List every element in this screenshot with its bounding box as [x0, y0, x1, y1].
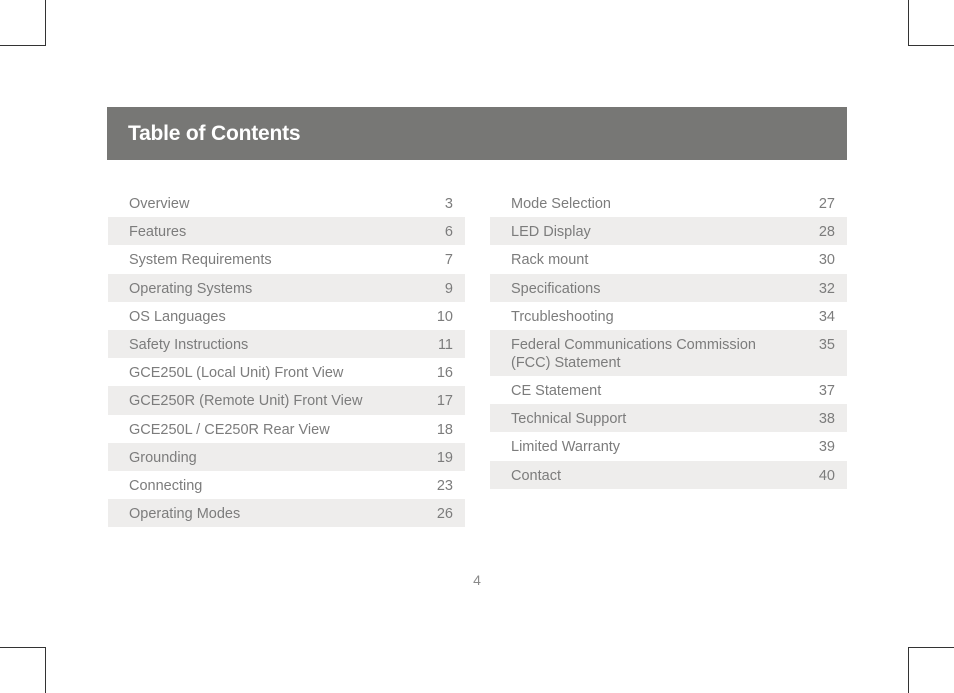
toc-entry[interactable] — [108, 245, 465, 273]
toc-entry[interactable] — [490, 404, 847, 432]
toc-entry-page: 7 — [444, 252, 453, 269]
toc-entry[interactable] — [490, 330, 847, 376]
toc-entry-page: 40 — [818, 467, 835, 484]
toc-entry-page: 28 — [818, 224, 835, 241]
toc-entry-page: 9 — [444, 280, 453, 297]
toc-entry-page: 10 — [436, 308, 453, 325]
toc-entry-label: Rack mount — [511, 252, 589, 269]
toc-entry-page: 34 — [818, 308, 835, 325]
toc-entry[interactable] — [108, 302, 465, 330]
toc-entry[interactable] — [490, 302, 847, 330]
toc-entry[interactable] — [108, 499, 465, 527]
toc-entry-label: Features — [129, 224, 187, 241]
toc-entry-page: 3 — [444, 196, 453, 212]
toc-entry-page: 23 — [436, 477, 453, 494]
toc-entry[interactable] — [108, 386, 465, 414]
toc-entry[interactable] — [108, 443, 465, 471]
toc-entry[interactable] — [108, 471, 465, 499]
toc-entry[interactable] — [490, 245, 847, 273]
toc-entry[interactable] — [490, 274, 847, 302]
toc-entry-label: Specifications — [511, 280, 601, 297]
toc-entry-label: Technical Support — [511, 411, 627, 428]
page-title: Table of Contents — [128, 122, 301, 145]
crop-mark-bottom-right — [908, 647, 954, 693]
toc-entry-page: 16 — [436, 365, 453, 382]
toc-entry-page: 18 — [436, 421, 453, 438]
toc-entry-label: GCE250L / CE250R Rear View — [129, 421, 330, 438]
toc-entry[interactable] — [490, 189, 847, 217]
toc-entry-label: Federal Communications Commission (FCC) Statement — [511, 336, 756, 371]
toc-entry-label: Operating Modes — [129, 506, 241, 523]
toc-entry-label: GCE250R (Remote Unit) Front View — [129, 393, 363, 410]
toc-entry-label: GCE250L (Local Unit) Front View — [129, 365, 344, 382]
toc-entry-label: Safety Instructions — [129, 336, 249, 353]
toc-entry[interactable] — [490, 432, 847, 460]
toc-column-left — [108, 189, 465, 527]
toc-entry-page: 11 — [437, 336, 453, 353]
toc-entry[interactable] — [108, 415, 465, 443]
toc-column-right — [490, 189, 847, 489]
toc-entry-page: 39 — [818, 439, 835, 456]
crop-mark-top-right — [908, 0, 954, 46]
toc-entry[interactable] — [490, 217, 847, 245]
toc-entry[interactable] — [108, 274, 465, 302]
crop-mark-bottom-left — [0, 647, 46, 693]
toc-entry-page: 35 — [818, 336, 835, 353]
toc-entry[interactable] — [490, 376, 847, 404]
toc-entry[interactable] — [108, 189, 465, 217]
toc-entry-label: Limited Warranty — [511, 439, 621, 456]
toc-entry-label: OS Languages — [129, 308, 226, 325]
toc-entry-page: 32 — [818, 280, 835, 297]
toc-entry-page: 30 — [818, 252, 835, 269]
toc-entry-label: System Requirements — [129, 252, 272, 269]
toc-entry[interactable] — [490, 461, 847, 489]
toc-entry[interactable] — [108, 358, 465, 386]
toc-entry-page: 37 — [818, 382, 835, 399]
toc-entry-label: LED Display — [511, 224, 591, 241]
toc-entry-label: Trcubleshooting — [511, 308, 614, 325]
toc-entry[interactable] — [108, 330, 465, 358]
page-number: 4 — [473, 572, 481, 588]
toc-entry-label: Overview — [129, 196, 190, 212]
toc-entry-label: Contact — [511, 467, 561, 484]
toc-entry-page: 38 — [818, 411, 835, 428]
toc-entry-label: Mode Selection — [511, 196, 611, 212]
toc-entry-page: 17 — [436, 393, 453, 410]
toc-entry-page: 27 — [818, 196, 835, 212]
toc-entry-page: 26 — [436, 506, 453, 523]
toc-entry-label: Connecting — [129, 477, 203, 494]
toc-entry[interactable] — [108, 217, 465, 245]
toc-entry-page: 19 — [436, 449, 453, 466]
toc-entry-page: 6 — [444, 224, 453, 241]
toc-entry-label: CE Statement — [511, 382, 602, 399]
toc-entry-label: Operating Systems — [129, 280, 253, 297]
toc-header-bar — [107, 107, 847, 160]
crop-mark-top-left — [0, 0, 46, 46]
toc-entry-label: Grounding — [129, 449, 197, 466]
